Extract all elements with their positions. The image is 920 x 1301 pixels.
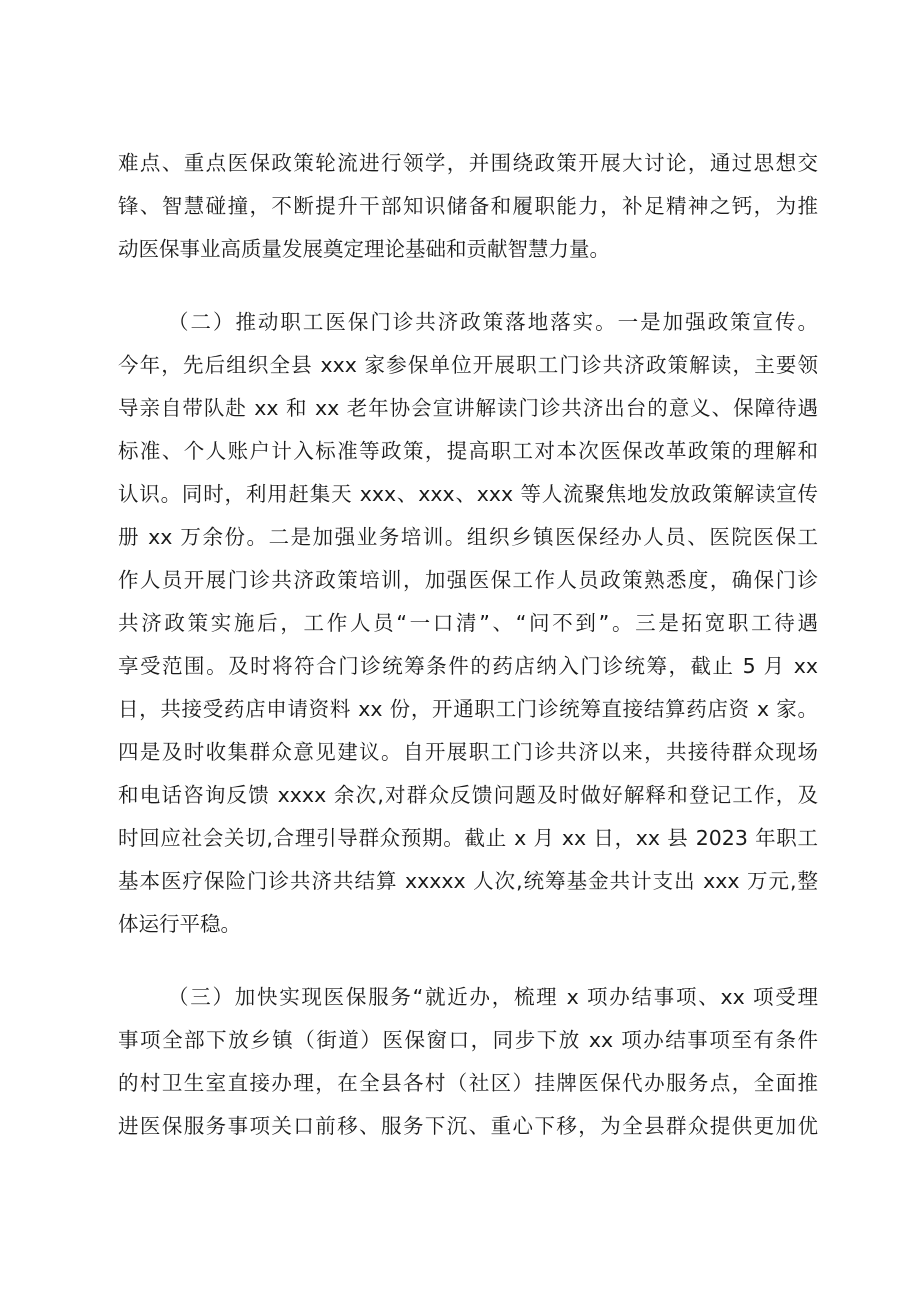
paragraph-line: 今年，先后组织全县 xxx 家参保单位开展职工门诊共济政策解读，主要领 bbox=[118, 353, 818, 377]
paragraph-line: 体运行平稳。 bbox=[118, 912, 241, 936]
paragraph-line: 基本医疗保险门诊共济共结算 xxxxx 人次,统筹基金共计支出 xxx 万元,整 bbox=[118, 869, 818, 893]
paragraph-line: 锋、智慧碰撞，不断提升干部知识储备和履职能力，补足精神之钙，为推 bbox=[118, 194, 818, 218]
paragraph-line: 动医保事业高质量发展奠定理论基础和贡献智慧力量。 bbox=[118, 237, 610, 261]
paragraph-line: 导亲自带队赴 xx 和 xx 老年协会宣讲解读门诊共济出台的意义、保障待遇 bbox=[118, 396, 818, 420]
paragraph-line: 日，共接受药店申请资料 xx 份，开通职工门诊统筹直接结算药店资 x 家。 bbox=[118, 697, 818, 721]
paragraph-line: 享受范围。及时将符合门诊统筹条件的药店纳入门诊统筹，截止 5 月 xx bbox=[118, 654, 818, 678]
paragraph-line: 作人员开展门诊共济政策培训，加强医保工作人员政策熟悉度，确保门诊 bbox=[118, 568, 818, 592]
section-heading-line: （二）推动职工医保门诊共济政策落地落实。一是加强政策宣传。 bbox=[168, 310, 818, 334]
paragraph-line: 册 xx 万余份。二是加强业务培训。组织乡镇医保经办人员、医院医保工 bbox=[118, 525, 818, 549]
section-heading-line: （三）加快实现医保服务“就近办，梳理 x 项办结事项、xx 项受理 bbox=[168, 985, 818, 1009]
paragraph-line: 难点、重点医保政策轮流进行领学，并围绕政策开展大讨论，通过思想交 bbox=[118, 151, 818, 175]
paragraph-line: 标准、个人账户计入标准等政策，提高职工对本次医保改革政策的理解和 bbox=[118, 439, 818, 463]
paragraph-line: 共济政策实施后，工作人员“一口清”、“问不到”。三是拓宽职工待遇 bbox=[118, 611, 818, 635]
paragraph-line: 和电话咨询反馈 xxxx 余次,对群众反馈问题及时做好解释和登记工作，及 bbox=[118, 783, 818, 807]
paragraph-line: 事项全部下放乡镇（街道）医保窗口，同步下放 xx 项办结事项至有条件 bbox=[118, 1028, 818, 1052]
paragraph-line: 认识。同时，利用赶集天 xxx、xxx、xxx 等人流聚焦地发放政策解读宣传 bbox=[118, 482, 818, 506]
paragraph-line: 四是及时收集群众意见建议。自开展职工门诊共济以来，共接待群众现场 bbox=[118, 740, 818, 764]
paragraph-line: 进医保服务事项关口前移、服务下沉、重心下移，为全县群众提供更加优 bbox=[118, 1114, 818, 1138]
paragraph-line: 的村卫生室直接办理，在全县各村（社区）挂牌医保代办服务点，全面推 bbox=[118, 1071, 818, 1095]
paragraph-line: 时回应社会关切,合理引导群众预期。截止 x 月 xx 日，xx 县 2023 年职工 bbox=[118, 826, 818, 850]
